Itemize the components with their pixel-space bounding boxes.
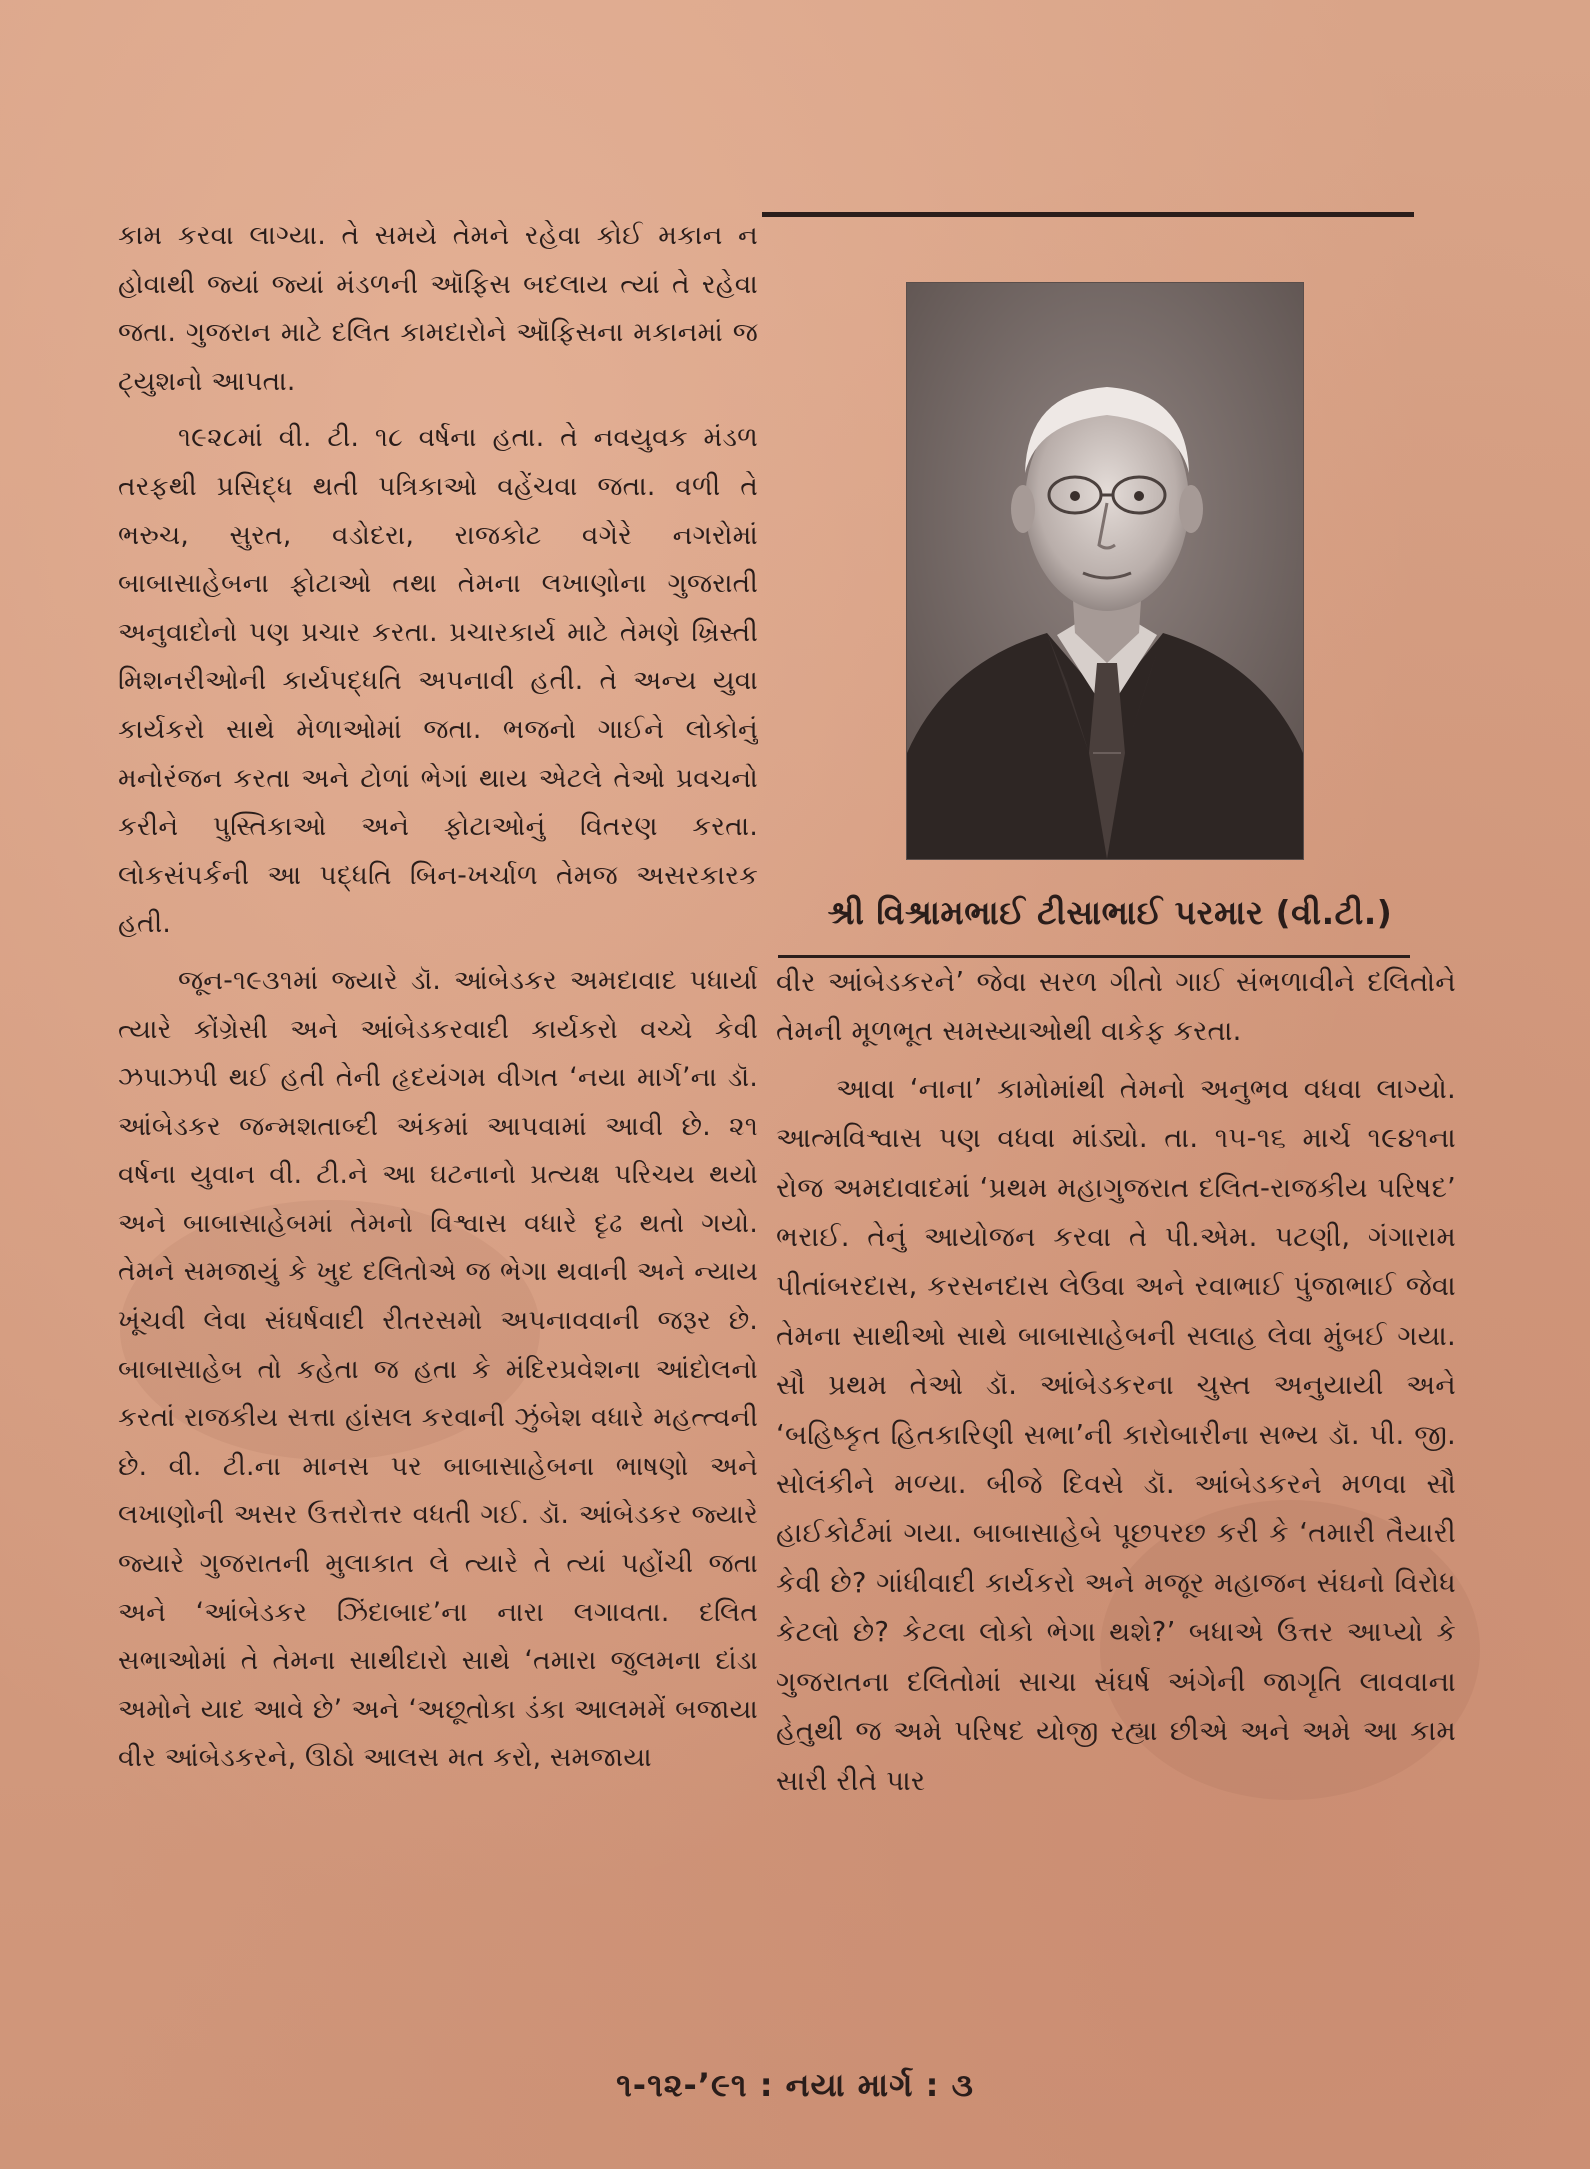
portrait-illustration (907, 283, 1303, 859)
top-rule (762, 212, 1414, 217)
page-footer: ૧-૧૨-’૯૧ : નયા માર્ગ : ૩ (616, 2066, 974, 2104)
right-text-column (776, 958, 1456, 1992)
paragraph: કામ કરવા લાગ્યા. તે સમયે તેમને રહેવા કોઈ મકાન ન હોવાથી જ્યાં જ્યાં મંડળની ઑફિસ બદલાય ત્યાં તે રહેવા જતા. ગુજરાન માટે દલિત કામદારોને ઑફિસના મકાનમાં જ ટ્યુશનો આપતા. (118, 220, 758, 397)
portrait-photo (906, 282, 1304, 860)
paragraph: ૧૯૨૮માં વી. ટી. ૧૮ વર્ષના હતા. તે નવયુવક મંડળ તરફથી પ્રસિદ્ધ થતી પત્રિકાઓ વહેંચવા જતા. વળી તે ભરુચ, સુરત, વડોદરા, રાજકોટ વગેરે નગરોમાં બાબાસાહેબના ફોટાઓ તથા તેમના લખાણોના ગુજરાતી અનુવાદોનો પણ પ્રચાર કરતા. પ્રચારકાર્ય માટે તેમણે ખ્રિસ્તી મિશનરીઓની કાર્યપદ્ધતિ અપનાવી હતી. તે અન્ય યુવા કાર્યકરો સાથે મેળાઓમાં જતા. ભજનો ગાઈને લોકોનું મનોરંજન કરતા અને ટોળાં ભેગાં થાય એટલે તેઓ પ્રવચનો કરીને પુસ્તિકાઓ અને ફોટાઓનું વિતરણ કરતા. લોકસંપર્કની આ પદ્ધતિ બિન-ખર્ચાળ તેમજ અસરકારક હતી. (118, 422, 758, 940)
paragraph: વીર આંબેડકરને’ જેવા સરળ ગીતો ગાઈ સંભળાવીને દલિતોને તેમની મૂળભૂત સમસ્યાઓથી વાકેફ કરતા. (776, 966, 1456, 1048)
photo-caption: શ્રી વિશ્રામભાઈ ટીસાભાઈ પરમાર (વી.ટી.) (827, 893, 1393, 932)
paragraph: જૂન-૧૯૩૧માં જ્યારે ડૉ. આંબેડકર અમદાવાદ પધાર્યા ત્યારે કોંગ્રેસી અને આંબેડકરવાદી કાર્યકરો વચ્ચે કેવી ઝપાઝપી થઈ હતી તેની હૃદયંગમ વીગત ‘નયા માર્ગ’ના ડૉ. આંબેડકર જન્મશતાબ્દી અંકમાં આપવામાં આવી છે. ૨૧ વર્ષના યુવાન વી. ટી.ને આ ઘટનાનો પ્રત્યક્ષ પરિચય થયો અને બાબાસાહેબમાં તેમનો વિશ્વાસ વધારે દૃઢ થતો ગયો. તેમને સમજાયું કે ખુદ દલિતોએ જ ભેગા થવાની અને ન્યાય ખૂંચવી લેવા સંઘર્ષવાદી રીતરસમો અપનાવવાની જરૂર છે. બાબાસાહેબ તો કહેતા જ હતા કે મંદિરપ્રવેશના આંદોલનો કરતાં રાજકીય સત્તા હાંસલ કરવાની ઝુંબેશ વધારે મહત્ત્વની છે. વી. ટી.ના માનસ પર બાબાસાહેબના ભાષણો અને લખાણોની અસર ઉત્તરોત્તર વધતી ગઈ. ડૉ. આંબેડકર જ્યારે જ્યારે ગુજરાતની મુલાકાત લે ત્યારે તે ત્યાં પહોંચી જતા અને ‘આંબેડકર ઝિંદાબાદ’ના નારા લગાવતા. દલિત સભાઓમાં તે તેમના સાથીદારો સાથે ‘તમારા જુલમના દાંડા અમોને યાદ આવે છે’ અને ‘અછૂતોકા ડંકા આલમમેં બજાયા વીર આંબેડકરને, ઊઠો આલસ મત કરો, સમજાયા (118, 964, 758, 1774)
left-text-column (118, 212, 758, 1992)
paragraph: આવા ‘નાના’ કામોમાંથી તેમનો અનુભવ વધવા લાગ્યો. આત્મવિશ્વાસ પણ વધવા માંડ્યો. તા. ૧૫-૧૬ માર્ચ ૧૯૪૧ના રોજ અમદાવાદમાં ‘પ્રથમ મહાગુજરાત દલિત-રાજકીય પરિષદ’ ભરાઈ. તેનું આયોજન કરવા તે પી.એમ. પટણી, ગંગારામ પીતાંબરદાસ, કરસનદાસ લેઉવા અને રવાભાઈ પુંજાભાઈ જેવા તેમના સાથીઓ સાથે બાબાસાહેબની સલાહ લેવા મુંબઈ ગયા. સૌ પ્રથમ તેઓ ડૉ. આંબેડકરના ચુસ્ત અનુયાયી અને ‘બહિષ્કૃત હિતકારિણી સભા’ની કારોબારીના સભ્ય ડૉ. પી. જી. સોલંકીને મળ્યા. બીજે દિવસે ડૉ. આંબેડકરને મળવા સૌ હાઈકોર્ટમાં ગયા. બાબાસાહેબે પૂછપરછ કરી કે ‘તમારી તૈયારી કેવી છે? ગાંધીવાદી કાર્યકરો અને મજૂર મહાજન સંઘનો વિરોધ કેટલો છે? કેટલા લોકો ભેગા થશે?’ બધાએ ઉત્તર આપ્યો કે ગુજરાતના દલિતોમાં સાચા સંઘર્ષ અંગેની જાગૃતિ લાવવાના હેતુથી જ અમે પરિષદ યોજી રહ્યા છીએ અને અમે આ કામ સારી રીતે પાર (776, 1072, 1456, 1797)
